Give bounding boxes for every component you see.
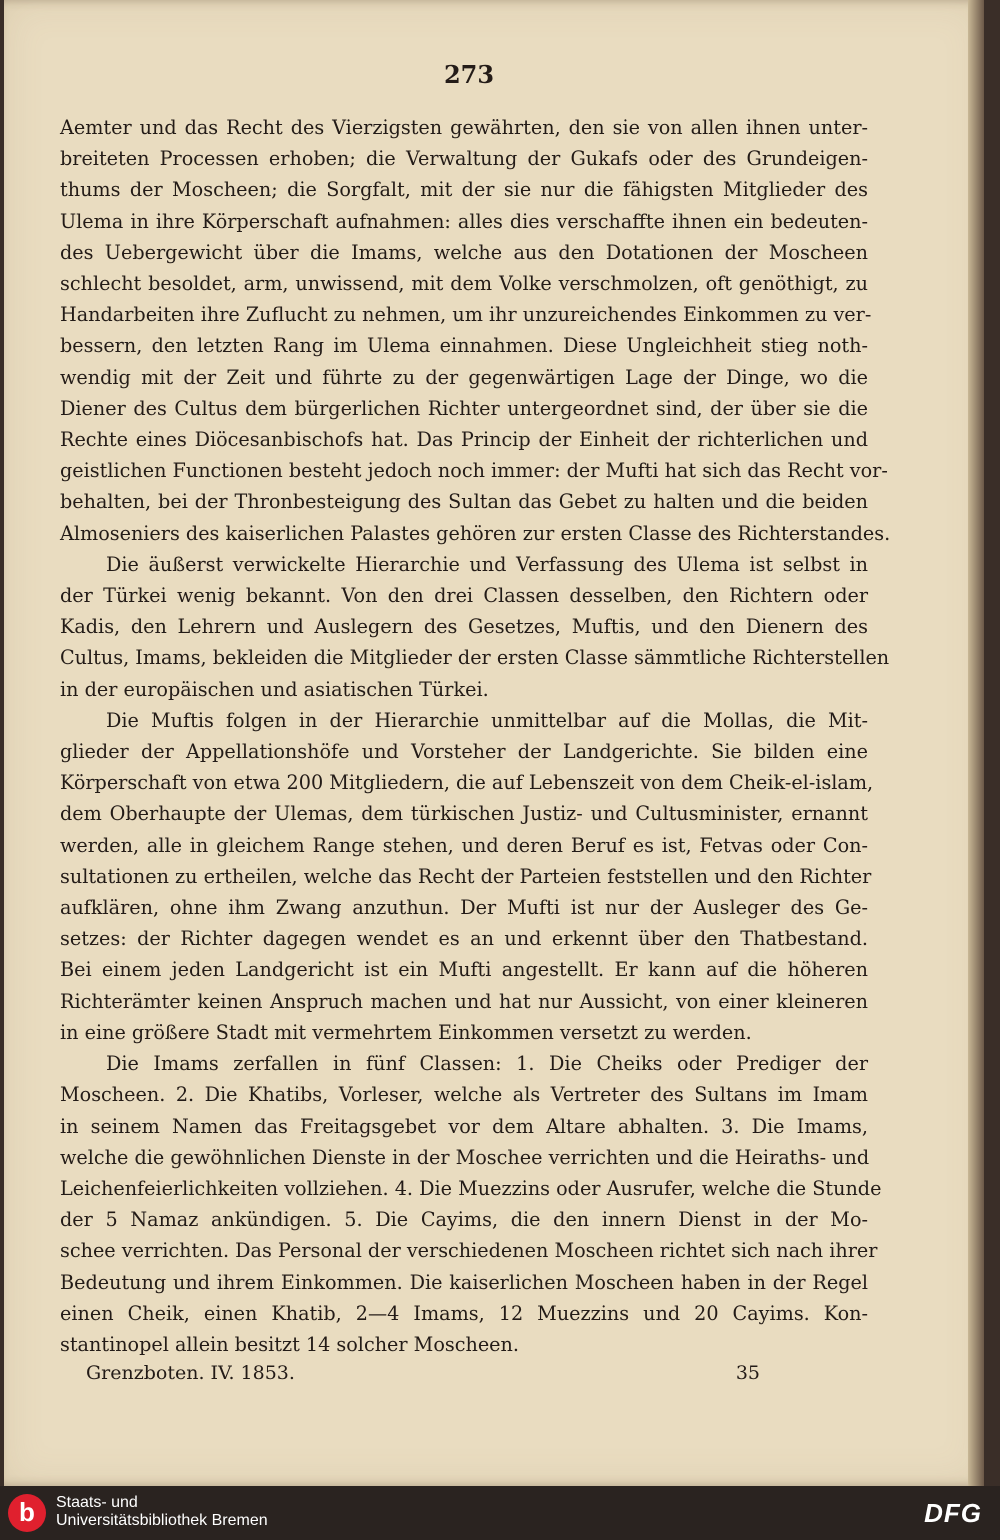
journal-signature: Grenzboten. IV. 1853. <box>86 1362 295 1384</box>
library-name <box>56 1494 268 1530</box>
text-line: schee verrichten. Das Personal der verschiedenen Moscheen richtet sich nach ihrer <box>60 1239 878 1263</box>
text-line: einen Cheik, einen Khatib, 2—4 Imams, 12 Muezzins und 20 Cayims. Kon- <box>60 1301 868 1325</box>
text-line: sultationen zu ertheilen, welche das Recht der Parteien feststellen und den Richter <box>60 864 872 888</box>
text-line: Richterämter keinen Anspruch machen und hat nur Aussicht, von einer kleineren <box>60 989 868 1013</box>
book-page <box>4 0 984 1486</box>
text-line: Diener des Cultus dem bürgerlichen Richter untergeordnet sind, der über sie die <box>60 396 868 420</box>
paragraph <box>60 1048 882 1360</box>
text-line: der Türkei wenig bekannt. Von den drei Classen desselben, den Richtern oder <box>60 584 868 608</box>
body-text <box>60 112 891 1360</box>
text-line: Körperschaft von etwa 200 Mitgliedern, die auf Lebenszeit von dem Cheik-el-islam, <box>60 771 874 795</box>
paragraph <box>60 549 890 705</box>
text-line: schlecht besoldet, arm, unwissend, mit dem Volke verschmolzen, oft genöthigt, zu <box>60 272 868 296</box>
text-line: Die Muftis folgen in der Hierarchie unmittelbar auf die Mollas, die Mit- <box>106 708 868 732</box>
text-line: geistlichen Functionen besteht jedoch noch immer: der Mufti hat sich das Recht vor- <box>60 459 888 483</box>
library-banner <box>0 1486 1000 1540</box>
page-footer <box>86 1362 760 1384</box>
text-line: thums der Moscheen; die Sorgfalt, mit der sie nur die fähigsten Mitglieder des <box>60 178 868 202</box>
text-line: der 5 Namaz ankündigen. 5. Die Cayims, die den innern Dienst in der Mo- <box>60 1208 868 1232</box>
text-line: breiteten Processen erhoben; die Verwaltung der Gukafs oder des Grundeigen- <box>60 147 868 171</box>
paragraph <box>60 112 891 549</box>
text-line: in seinem Namen das Freitagsgebet vor dem Altare abhalten. 3. Die Imams, <box>60 1114 868 1138</box>
text-line: Cultus, Imams, bekleiden die Mitglieder der ersten Classe sämmtliche Richterstellen <box>60 646 890 670</box>
text-line: setzes: der Richter dagegen wendet es an und erkennt über den Thatbestand. <box>60 927 868 951</box>
text-line: wendig mit der Zeit und führte zu der gegenwärtigen Lage der Dinge, wo die <box>60 365 868 389</box>
text-line: werden, alle in gleichem Range stehen, und deren Beruf es ist, Fetvas oder Con- <box>60 833 868 857</box>
text-line: Rechte eines Diöcesanbischofs hat. Das Princip der Einheit der richterlichen und <box>60 428 868 452</box>
text-line: dem Oberhaupte der Ulemas, dem türkischen Justiz- und Cultusminister, ernannt <box>60 802 868 826</box>
paragraph <box>60 705 874 1048</box>
text-line: bessern, den letzten Rang im Ulema einnahmen. Diese Ungleichheit stieg noth- <box>60 334 868 358</box>
text-line: stantinopel allein besitzt 14 solcher Moscheen. <box>60 1332 519 1356</box>
text-line: Kadis, den Lehrern und Auslegern des Gesetzes, Muftis, und den Dienern des <box>60 615 868 639</box>
text-line: Die Imams zerfallen in fünf Classen: 1. Die Cheiks oder Prediger der <box>106 1052 868 1076</box>
text-line: Moscheen. 2. Die Khatibs, Vorleser, welche als Vertreter des Sultans im Imam <box>60 1083 868 1107</box>
page-number: 273 <box>443 60 495 89</box>
sheet-signature: 35 <box>735 1362 760 1384</box>
dfg-logo: DFG <box>924 1498 982 1528</box>
text-line: Ulema in ihre Körperschaft aufnahmen: alles dies verschaffte ihnen ein bedeuten- <box>60 209 868 233</box>
text-line: aufklären, ohne ihm Zwang anzuthun. Der Mufti ist nur der Ausleger des Ge- <box>60 896 868 920</box>
text-line: Leichenfeierlichkeiten vollziehen. 4. Die Muezzins oder Ausrufer, welche die Stunde <box>60 1176 882 1200</box>
library-name-line2: Universitätsbibliothek Bremen <box>56 1512 268 1529</box>
page-edge <box>968 0 984 1486</box>
text-line: Bedeutung und ihrem Einkommen. Die kaiserlichen Moscheen haben in der Regel <box>60 1270 868 1294</box>
text-line: Die äußerst verwickelte Hierarchie und Verfassung des Ulema ist selbst in <box>106 552 868 576</box>
text-line: Aemter und das Recht des Vierzigsten gewährten, den sie von allen ihnen unter- <box>60 116 868 139</box>
text-line: glieder der Appellationshöfe und Vorsteher der Landgerichte. Sie bilden eine <box>60 740 868 764</box>
text-line: Bei einem jeden Landgericht ist ein Mufti angestellt. Er kann auf die höheren <box>60 958 868 982</box>
text-line: behalten, bei der Thronbesteigung des Sultan das Gebet zu halten und die beiden <box>60 490 868 514</box>
library-name-line1: Staats- und <box>56 1494 138 1511</box>
text-line: in der europäischen und asiatischen Türkei. <box>60 677 489 701</box>
text-line: des Uebergewicht über die Imams, welche aus den Dotationen der Moscheen <box>60 240 868 264</box>
library-logo-icon: b <box>8 1494 46 1532</box>
text-line: welche die gewöhnlichen Dienste in der Moschee verrichten und die Heiraths- und <box>60 1145 870 1169</box>
text-line: Almoseniers des kaiserlichen Palastes gehören zur ersten Classe des Richterstandes. <box>60 521 891 545</box>
text-line: Handarbeiten ihre Zuflucht zu nehmen, um ihr unzureichendes Einkommen zu ver- <box>60 303 872 327</box>
text-line: in eine größere Stadt mit vermehrtem Einkommen versetzt zu werden. <box>60 1020 752 1044</box>
